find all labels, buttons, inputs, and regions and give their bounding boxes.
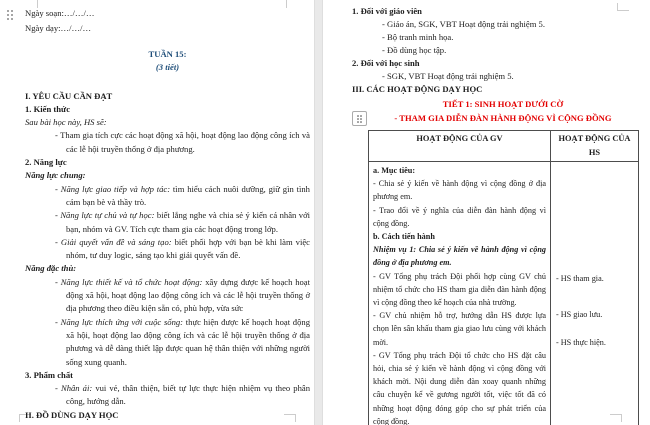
paragraph-drag-handle-icon[interactable] (7, 10, 15, 21)
knowledge-bullet-text: Tham gia tích cực các hoạt động xã hội, hoạt động lao động công ích và các lễ hội truyền thống ở địa phương. (60, 130, 310, 154)
teacher-material-item (352, 31, 638, 44)
knowledge-intro: Sau bài học này, HS sẽ: (25, 117, 107, 128)
competency-bullet-communication (25, 183, 310, 210)
bullet-dash: - (382, 19, 385, 29)
bullet-lead: Nhân ái: (60, 383, 93, 394)
objective-item: - Chia sẻ ý kiến về hành động vì cộng đồng ở địa phương em. (373, 179, 546, 202)
bullet-dash: - (382, 71, 385, 81)
page-left[interactable] (0, 0, 314, 425)
knowledge-heading: 1. Kiến thức (25, 103, 71, 114)
table-move-handle-icon[interactable] (352, 111, 367, 126)
competency-bullet-design (25, 276, 310, 316)
table-header-student[interactable]: HOẠT ĐỘNG CỦA HS (551, 131, 639, 162)
bullet-rest: xây dựng được kế hoạch hoạt động xã hội, hoạt động lao động công ích và các lễ hội truyền thống ở địa phương theo điều kiện sẵn có, phù hợp, vừa sức (66, 276, 311, 314)
bullet-dash: - (55, 383, 58, 394)
item-text: SGK, VBT Hoạt động trải nghiệm 5. (387, 71, 514, 81)
teacher-step: - GV Tổng phụ trách Đội phối hợp cùng GV chủ nhiệm tổ chức cho HS tham gia diễn đàn hành động vì cộng đồng theo kế hoạch của nhà trường. (373, 271, 546, 308)
table-header-teacher[interactable]: HOẠT ĐỘNG CỦA GV (369, 131, 551, 162)
bullet-dash: - (55, 210, 58, 221)
week-title: TUẦN 15: (148, 49, 187, 59)
bullet-lead: Năng lực tự chủ và tự học: (60, 210, 155, 221)
bullet-rest: thực hiện được kế hoạch hoạt động xã hội, hoạt động lao động công ích và các lễ hội truyền thống ở địa phương và dễ dàng thiết lập được quan hệ thân thiện với những người sống xung quanh. (66, 316, 310, 367)
teacher-activity-cell[interactable] (369, 162, 551, 425)
objective-heading: a. Mục tiêu: (373, 166, 416, 175)
student-step: - HS giao lưu. (556, 310, 603, 319)
student-step: - HS thực hiện. (556, 338, 606, 347)
bullet-lead: Giải quyết vấn đề và sáng tạo: (60, 236, 172, 247)
teacher-step: - GV Tổng phụ trách Đội tổ chức cho HS đặt câu hỏi, chia sẻ ý kiến về hành động vì cộng đồng với khách mời. Nội dung diễn đàn xoay quanh những câu chuyện kể về gương người tốt, việc tốt đã có những hoạt động đóng góp cho sự phát triển của cộng đồng. (373, 350, 546, 425)
bullet-dash: - (55, 130, 58, 141)
competency-bullet-adaptation (25, 316, 310, 369)
bullet-dash: - (55, 183, 58, 194)
bullet-lead: Năng lực thích ứng với cuộc sống: (60, 316, 184, 327)
page-right[interactable] (323, 0, 650, 425)
drag-dots-icon (357, 115, 359, 117)
teacher-material-item (352, 18, 638, 31)
section-3-heading: III. CÁC HOẠT ĐỘNG DẠY HỌC (352, 84, 483, 94)
competency-bullet-autonomy (25, 209, 310, 236)
quality-heading: 3. Phẩm chất (25, 369, 73, 380)
bullet-lead: Năng lực giao tiếp và hợp tác: (60, 183, 171, 194)
competency-heading: 2. Năng lực (25, 157, 67, 168)
bullet-dash: - (55, 316, 58, 327)
knowledge-bullet (25, 129, 310, 156)
item-text: Bộ tranh minh họa. (387, 32, 454, 42)
activities-table (368, 130, 639, 425)
item-text: Giáo án, SGK, VBT Hoạt động trải nghiệm 5. (387, 19, 545, 29)
teacher-material-item (352, 44, 638, 57)
item-text: Đồ dùng học tập. (387, 45, 447, 55)
teacher-step: - GV chủ nhiệm hỗ trợ, hướng dẫn HS được lựa chọn lên sân khấu tham gia giao lưu cùng với khách mời. (373, 311, 546, 347)
section-2-heading: II. ĐỒ DÙNG DẠY HỌC (25, 409, 119, 420)
teacher-materials-heading: 1. Đối với giáo viên (352, 6, 422, 16)
student-step: - HS tham gia. (556, 274, 604, 283)
bullet-lead: Năng lực thiết kế và tổ chức hoạt động: (60, 276, 203, 287)
task-1-heading: Nhiệm vụ 1: Chia sẻ ý kiến về hành động vì cộng đồng ở địa phương em. (373, 245, 546, 268)
lesson-subtitle: - THAM GIA DIỄN ĐÀN HÀNH ĐỘNG VÌ CỘNG ĐỒNG (394, 113, 612, 123)
specific-competency-heading: Năng đặc thù: (25, 263, 77, 274)
student-material-item (352, 70, 638, 83)
procedure-heading: b. Cách tiến hành (373, 232, 435, 242)
date-taught-line: Ngày dạy:…/…/… (25, 23, 92, 33)
bullet-rest: vui vẻ, thân thiện, biết tự lực thực hiện nhiệm vụ theo phân công, hướng dẫn. (66, 383, 310, 407)
week-duration: (3 tiết) (155, 62, 180, 73)
competency-bullet-creativity (25, 236, 310, 263)
bullet-rest: biết phối hợp với bạn bè khi làm việc nhóm, tư duy logic, sáng tạo khi giải quyết vấn đề. (66, 236, 310, 261)
bullet-dash: - (55, 276, 58, 287)
bullet-dash: - (382, 45, 385, 55)
right-page-content[interactable] (352, 5, 638, 125)
quality-bullet-kindness (25, 382, 310, 409)
drag-dots-icon (7, 10, 9, 12)
objective-item: - Trao đổi về ý nghĩa của diễn đàn hành động vì cộng đồng. (373, 205, 546, 228)
bullet-rest: tìm hiểu cách nuôi dưỡng, giữ gìn tình cảm bạn bè và thầy trò. (66, 183, 310, 207)
general-competency-heading: Năng lực chung: (25, 170, 86, 181)
section-1-heading: I. YÊU CẦU CẦN ĐẠT (25, 90, 113, 101)
student-materials-heading: 2. Đối với học sinh (352, 58, 420, 68)
student-activity-cell[interactable] (551, 162, 639, 425)
bullet-dash: - (382, 32, 385, 42)
lesson-title: TIẾT 1: SINH HOẠT DƯỚI CỜ (442, 99, 564, 109)
page-gap (314, 0, 323, 425)
bullet-dash: - (55, 236, 58, 247)
left-page-content[interactable] (25, 6, 310, 422)
bullet-rest: biết lắng nghe và chia sẻ ý kiến cá nhân với bạn, nhóm và GV. Tích cực tham gia các hoạt động trong lớp. (66, 210, 311, 234)
date-prepared-line: Ngày soạn:…/…/… (25, 8, 95, 18)
